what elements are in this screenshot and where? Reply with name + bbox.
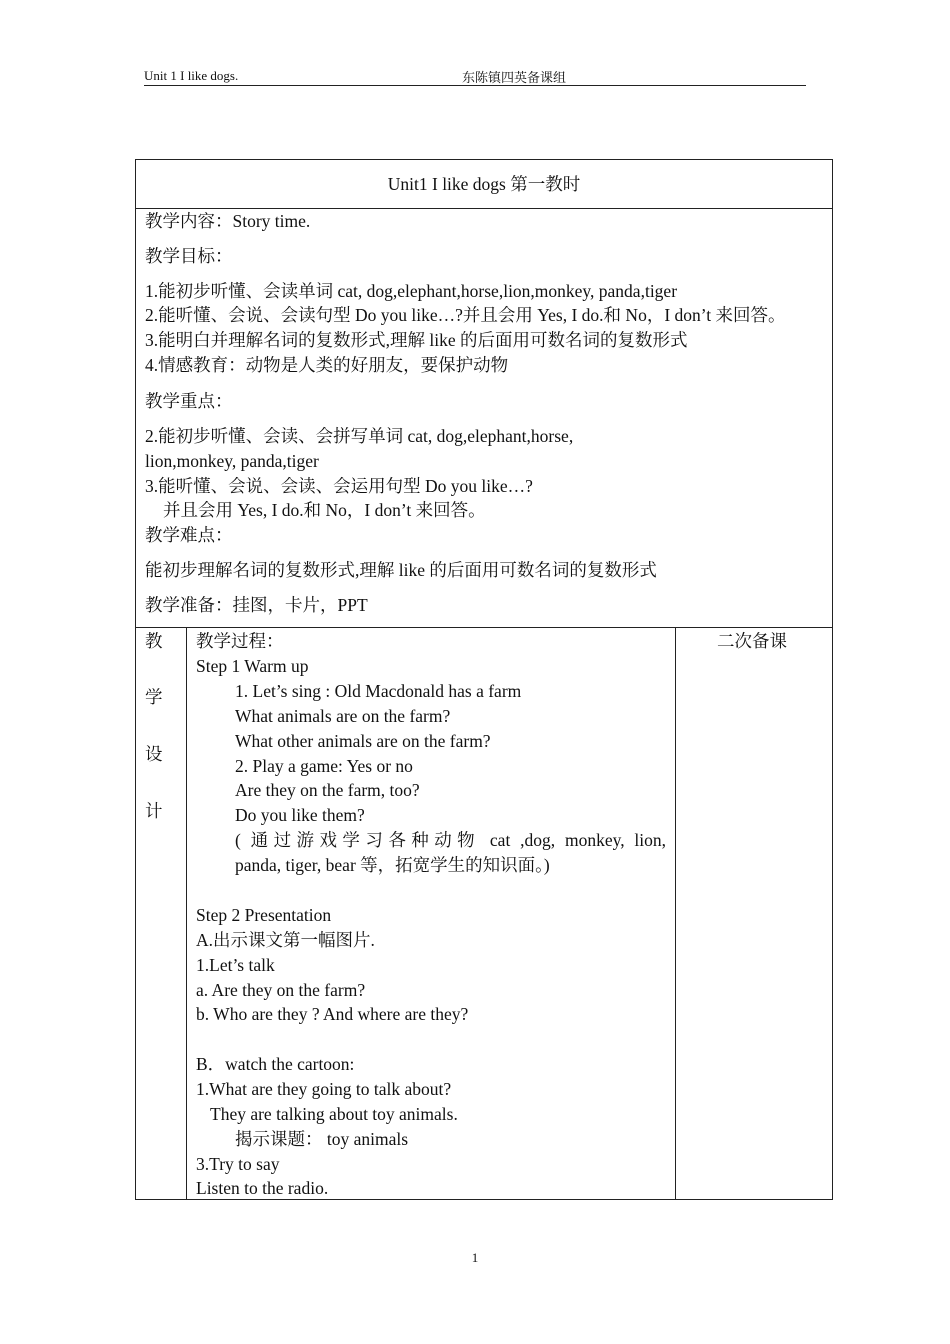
step-heading: Step 1 Warm up [196, 656, 309, 676]
design-label-char: 学 [145, 687, 163, 707]
process-line: a. Are they on the farm? [196, 980, 366, 1000]
process-line: 1.Let’s talk [196, 955, 275, 975]
process-line: b. Who are they ? And where are they? [196, 1004, 469, 1024]
goal-item: 2.能听懂、会说、会读句型 Do you like…?并且会用 Yes, I do.和 No，I don’t 来回答。 [145, 305, 786, 325]
page-number: 1 [471, 1250, 479, 1265]
preparation-text: 教学准备：挂图，卡片，PPT [145, 595, 368, 615]
design-label-char: 计 [145, 801, 163, 821]
design-label-char: 教 [145, 631, 163, 651]
process-line: 揭示课题： toy animals [235, 1129, 409, 1149]
header-group-name: 东陈镇四英备课组 [462, 70, 567, 85]
header-rule [144, 85, 806, 86]
key-points-heading: 教学重点： [145, 391, 233, 411]
key-point-item: 3.能听懂、会说、会读、会运用句型 Do you like…? [145, 476, 533, 496]
process-heading: 教学过程： [196, 631, 284, 651]
lesson-title: Unit1 I like dogs 第一教时 [387, 174, 581, 194]
process-line: B．watch the cartoon: [196, 1054, 355, 1074]
table-column-divider-right [675, 627, 676, 1200]
table-column-divider-left [186, 627, 187, 1200]
secondary-prep-heading: 二次备课 [717, 631, 787, 651]
teaching-content: 教学内容：Story time. [145, 211, 311, 231]
process-line: Do you like them? [235, 805, 365, 825]
goal-item: 3.能明白并理解名词的复数形式,理解 like 的后面用可数名词的复数形式 [145, 330, 688, 350]
table-section-divider [135, 627, 833, 628]
design-label-char: 设 [145, 744, 163, 764]
header-unit-title: Unit 1 I like dogs. [144, 68, 239, 83]
process-line: 1. Let’s sing : Old Macdonald has a farm [235, 681, 522, 701]
goals-heading: 教学目标： [145, 246, 233, 266]
process-note: ( 通过游戏学习各种动物 cat ,dog, monkey, lion, [235, 830, 666, 850]
process-line: What animals are on the farm? [235, 706, 451, 726]
process-line: Listen to the radio. [196, 1178, 329, 1198]
table-title-divider [135, 208, 833, 209]
process-line: Are they on the farm, too? [235, 780, 420, 800]
process-line: 3.Try to say [196, 1154, 280, 1174]
key-point-item: 2.能初步听懂、会读、会拼写单词 cat, dog,elephant,horse, [145, 426, 574, 446]
goal-item: 4.情感教育：动物是人类的好朋友，要保护动物 [145, 355, 509, 375]
goal-item: 1.能初步听懂、会读单词 cat, dog,elephant,horse,lion,monkey, panda,tiger [145, 281, 678, 301]
process-line: 2. Play a game: Yes or no [235, 756, 413, 776]
process-line: 1.What are they going to talk about? [196, 1079, 452, 1099]
difficulty-text: 能初步理解名词的复数形式,理解 like 的后面用可数名词的复数形式 [145, 560, 657, 580]
key-point-item: lion,monkey, panda,tiger [145, 451, 319, 471]
difficulty-heading: 教学难点： [145, 525, 233, 545]
process-line: A.出示课文第一幅图片. [196, 930, 375, 950]
process-note: panda, tiger, bear 等，拓宽学生的知识面。) [235, 855, 550, 875]
process-line: What other animals are on the farm? [235, 731, 491, 751]
key-point-item: 并且会用 Yes, I do.和 No，I don’t 来回答。 [163, 500, 486, 520]
step-heading: Step 2 Presentation [196, 905, 332, 925]
process-line: They are talking about toy animals. [210, 1104, 458, 1124]
